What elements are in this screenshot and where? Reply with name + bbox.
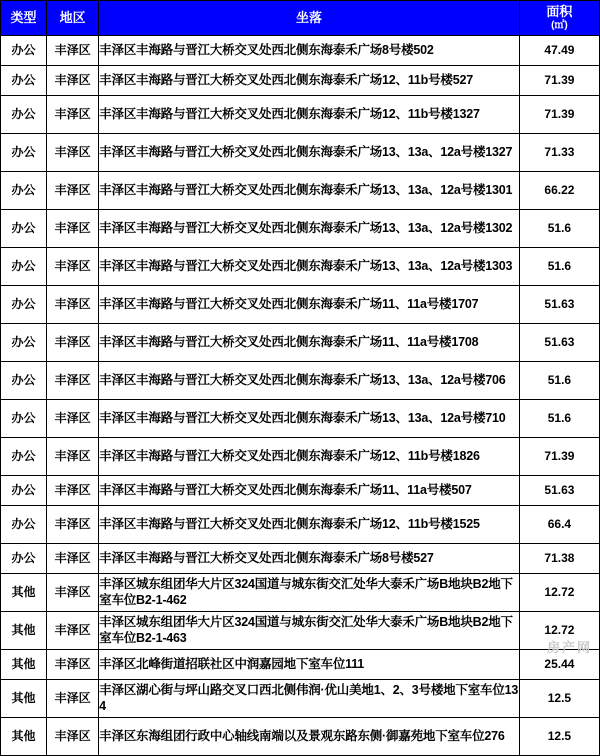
cell-size: 71.39 <box>519 96 599 134</box>
table-row <box>1 362 600 400</box>
cell-area: 丰泽区 <box>47 362 99 400</box>
cell-size: 51.6 <box>519 210 599 248</box>
cell-address: 丰泽区北峰街道招联社区中润嘉园地下室车位111 <box>99 650 520 680</box>
cell-size: 12.5 <box>519 680 599 718</box>
cell-type: 办公 <box>1 400 47 438</box>
cell-address: 丰泽区丰海路与晋江大桥交叉处西北侧东海泰禾广场12、11b号楼527 <box>99 66 520 96</box>
cell-address: 丰泽区丰海路与晋江大桥交叉处西北侧东海泰禾广场13、13a、12a号楼706 <box>99 362 520 400</box>
cell-type: 其他 <box>1 612 47 650</box>
cell-area: 丰泽区 <box>47 324 99 362</box>
cell-area: 丰泽区 <box>47 96 99 134</box>
cell-type: 办公 <box>1 96 47 134</box>
cell-type: 办公 <box>1 476 47 506</box>
table-row <box>1 650 600 680</box>
cell-area: 丰泽区 <box>47 248 99 286</box>
cell-size: 47.49 <box>519 36 599 66</box>
cell-type: 其他 <box>1 718 47 756</box>
cell-size: 12.72 <box>519 574 599 612</box>
cell-address: 丰泽区丰海路与晋江大桥交叉处西北侧东海泰禾广场12、11b号楼1327 <box>99 96 520 134</box>
cell-size: 51.63 <box>519 286 599 324</box>
cell-type: 办公 <box>1 506 47 544</box>
column-header-size-label: 面积 <box>546 3 573 19</box>
cell-area: 丰泽区 <box>47 66 99 96</box>
cell-size: 25.44 <box>519 650 599 680</box>
cell-address: 丰泽区丰海路与晋江大桥交叉处西北侧东海泰禾广场12、11b号楼1525 <box>99 506 520 544</box>
cell-area: 丰泽区 <box>47 172 99 210</box>
cell-address: 丰泽区丰海路与晋江大桥交叉处西北侧东海泰禾广场13、13a、12a号楼1301 <box>99 172 520 210</box>
table-row <box>1 286 600 324</box>
cell-type: 其他 <box>1 574 47 612</box>
table-row <box>1 574 600 612</box>
cell-type: 办公 <box>1 248 47 286</box>
cell-size: 71.39 <box>519 438 599 476</box>
cell-type: 办公 <box>1 544 47 574</box>
cell-size: 71.38 <box>519 544 599 574</box>
table-row <box>1 324 600 362</box>
cell-type: 其他 <box>1 680 47 718</box>
cell-size: 66.22 <box>519 172 599 210</box>
cell-size: 51.6 <box>519 248 599 286</box>
cell-area: 丰泽区 <box>47 544 99 574</box>
cell-address: 丰泽区丰海路与晋江大桥交叉处西北侧东海泰禾广场13、13a、12a号楼710 <box>99 400 520 438</box>
cell-type: 办公 <box>1 172 47 210</box>
cell-size: 51.6 <box>519 362 599 400</box>
cell-size: 71.33 <box>519 134 599 172</box>
table-row <box>1 172 600 210</box>
table-row <box>1 612 600 650</box>
table-row <box>1 680 600 718</box>
cell-area: 丰泽区 <box>47 286 99 324</box>
cell-size: 12.72 <box>519 612 599 650</box>
column-header-size <box>519 1 599 36</box>
column-header-size-unit: (㎡) <box>551 19 568 31</box>
cell-type: 办公 <box>1 36 47 66</box>
cell-type: 办公 <box>1 210 47 248</box>
cell-area: 丰泽区 <box>47 574 99 612</box>
table-row <box>1 718 600 756</box>
cell-address: 丰泽区丰海路与晋江大桥交叉处西北侧东海泰禾广场8号楼502 <box>99 36 520 66</box>
table-row <box>1 96 600 134</box>
cell-address: 丰泽区丰海路与晋江大桥交叉处西北侧东海泰禾广场13、13a、12a号楼1302 <box>99 210 520 248</box>
table-row <box>1 134 600 172</box>
cell-type: 办公 <box>1 362 47 400</box>
cell-type: 办公 <box>1 324 47 362</box>
cell-address: 丰泽区丰海路与晋江大桥交叉处西北侧东海泰禾广场13、13a、12a号楼1303 <box>99 248 520 286</box>
cell-area: 丰泽区 <box>47 134 99 172</box>
cell-area: 丰泽区 <box>47 506 99 544</box>
table-row <box>1 476 600 506</box>
cell-size: 51.6 <box>519 400 599 438</box>
cell-address: 丰泽区湖心街与坪山路交叉口西北侧伟润·优山美地1、2、3号楼地下室车位134 <box>99 680 520 718</box>
cell-type: 其他 <box>1 650 47 680</box>
column-header-type: 类型 <box>1 1 47 36</box>
cell-size: 51.63 <box>519 476 599 506</box>
cell-area: 丰泽区 <box>47 210 99 248</box>
table-row <box>1 210 600 248</box>
cell-area: 丰泽区 <box>47 680 99 718</box>
cell-size: 12.5 <box>519 718 599 756</box>
table-row <box>1 248 600 286</box>
cell-address: 丰泽区城东组团华大片区324国道与城东街交汇处华大泰禾广场B地块B2地下室车位B2-1-463 <box>99 612 520 650</box>
cell-area: 丰泽区 <box>47 438 99 476</box>
cell-area: 丰泽区 <box>47 650 99 680</box>
cell-type: 办公 <box>1 286 47 324</box>
table-header-row <box>1 1 600 36</box>
table-row <box>1 544 600 574</box>
cell-address: 丰泽区城东组团华大片区324国道与城东街交汇处华大泰禾广场B地块B2地下室车位B2-1-462 <box>99 574 520 612</box>
watermark: 房产网 <box>546 640 592 655</box>
table-header <box>1 1 600 36</box>
cell-type: 办公 <box>1 66 47 96</box>
column-header-address: 坐落 <box>99 1 520 36</box>
cell-size: 71.39 <box>519 66 599 96</box>
cell-area: 丰泽区 <box>47 612 99 650</box>
cell-type: 办公 <box>1 134 47 172</box>
table-body <box>1 36 600 756</box>
cell-area: 丰泽区 <box>47 400 99 438</box>
cell-address: 丰泽区丰海路与晋江大桥交叉处西北侧东海泰禾广场8号楼527 <box>99 544 520 574</box>
cell-address: 丰泽区丰海路与晋江大桥交叉处西北侧东海泰禾广场11、11a号楼1708 <box>99 324 520 362</box>
table-row <box>1 400 600 438</box>
table-row <box>1 506 600 544</box>
cell-address: 丰泽区丰海路与晋江大桥交叉处西北侧东海泰禾广场13、13a、12a号楼1327 <box>99 134 520 172</box>
column-header-area: 地区 <box>47 1 99 36</box>
cell-area: 丰泽区 <box>47 476 99 506</box>
cell-address: 丰泽区丰海路与晋江大桥交叉处西北侧东海泰禾广场11、11a号楼1707 <box>99 286 520 324</box>
cell-type: 办公 <box>1 438 47 476</box>
cell-area: 丰泽区 <box>47 36 99 66</box>
table-row <box>1 438 600 476</box>
table-row <box>1 66 600 96</box>
cell-size: 66.4 <box>519 506 599 544</box>
cell-address: 丰泽区丰海路与晋江大桥交叉处西北侧东海泰禾广场12、11b号楼1826 <box>99 438 520 476</box>
table-row <box>1 36 600 66</box>
cell-address: 丰泽区丰海路与晋江大桥交叉处西北侧东海泰禾广场11、11a号楼507 <box>99 476 520 506</box>
cell-size: 51.63 <box>519 324 599 362</box>
cell-area: 丰泽区 <box>47 718 99 756</box>
cell-address: 丰泽区东海组团行政中心轴线南端以及景观东路东侧·御嘉苑地下室车位276 <box>99 718 520 756</box>
